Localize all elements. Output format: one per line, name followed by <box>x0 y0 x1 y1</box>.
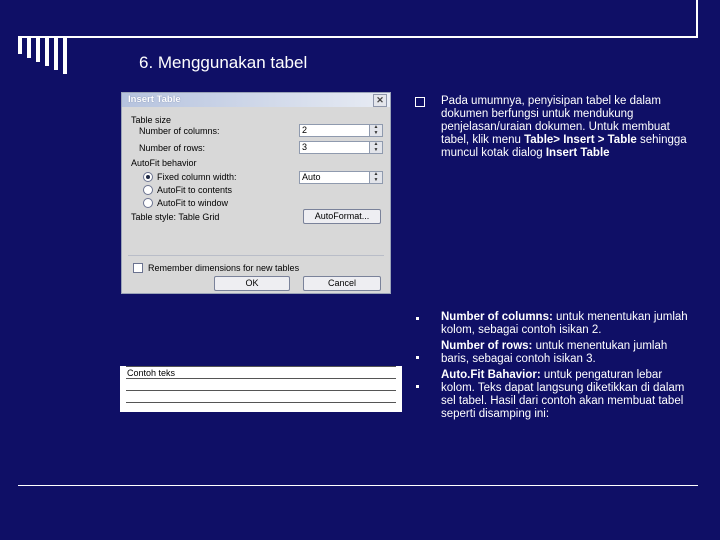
sample-cell-text: Contoh teks <box>127 368 176 378</box>
bullet-list <box>441 311 691 424</box>
intro-menu-path: Table> Insert > Table <box>524 134 637 146</box>
bullet-dot-icon <box>416 356 419 359</box>
intro-paragraph <box>441 95 691 160</box>
list-item <box>441 369 691 421</box>
cancel-button[interactable]: Cancel <box>303 276 381 291</box>
table-row <box>126 378 396 379</box>
table-row <box>126 366 396 367</box>
num-rows-label: Number of rows: <box>139 143 206 153</box>
bullet-dot-icon <box>416 317 419 320</box>
num-rows-value: 3 <box>302 142 308 152</box>
spinner-arrows-icon[interactable]: ▲ ▼ <box>369 172 382 183</box>
decorative-stripes <box>18 36 67 74</box>
insert-table-dialog <box>121 92 391 294</box>
autoformat-button[interactable]: AutoFormat... <box>303 209 381 224</box>
table-row <box>126 390 396 391</box>
remember-label: Remember dimensions for new tables <box>148 263 300 273</box>
dialog-titlebar <box>122 93 390 107</box>
num-columns-label: Number of columns: <box>139 126 220 136</box>
intro-dialog-name: Insert Table <box>545 147 610 159</box>
intro-text-1: Pada umumnya, penyisipan tabel ke dalam dokumen berfungsi untuk mendukung penjelasan/uraian dokumen. Untuk membuat tabel, klik menu <box>441 95 670 146</box>
table-style-label <box>131 212 219 222</box>
table-style-label-text: Table style: <box>131 212 177 222</box>
dialog-title: Insert Table <box>128 94 181 105</box>
bullet-term: Auto.Fit Bahavior: <box>441 369 541 381</box>
list-item <box>441 340 691 366</box>
bottom-rule <box>18 485 698 486</box>
bullet-term: Number of columns: <box>441 311 553 323</box>
bullet-desc: untuk pengaturan lebar kolom. Teks dapat langsung diketikkan di dalam sel tabel. Hasil dari contoh akan membuat tabel seperti disamping ini: <box>441 369 685 420</box>
autofit-contents-label: AutoFit to contents <box>157 185 233 195</box>
autofit-window-label: AutoFit to window <box>157 198 229 208</box>
close-icon[interactable]: ✕ <box>373 94 387 107</box>
num-rows-spinner[interactable] <box>299 141 383 154</box>
num-columns-spinner[interactable] <box>299 124 383 137</box>
bullet-term: Number of rows: <box>441 340 533 352</box>
fixed-width-radio[interactable] <box>143 172 153 182</box>
fixed-width-spinner[interactable] <box>299 171 383 184</box>
autofit-contents-radio[interactable] <box>143 185 153 195</box>
bullet-dot-icon <box>416 385 419 388</box>
square-bullet-icon <box>415 97 425 107</box>
fixed-width-value: Auto <box>302 172 321 182</box>
spinner-arrows-icon[interactable]: ▲ ▼ <box>369 125 382 136</box>
dialog-divider <box>128 255 384 256</box>
list-item <box>441 311 691 337</box>
num-columns-value: 2 <box>302 125 308 135</box>
remember-checkbox[interactable] <box>133 263 143 273</box>
top-rule <box>18 36 698 38</box>
fixed-width-label: Fixed column width: <box>157 172 237 182</box>
table-style-value: Table Grid <box>178 212 220 222</box>
intro-text-2: sehingga muncul kotak dialog <box>441 134 687 159</box>
ok-button[interactable]: OK <box>214 276 290 291</box>
slide-title: 6. Menggunakan tabel <box>139 53 308 72</box>
autofit-window-radio[interactable] <box>143 198 153 208</box>
bullet-desc: untuk menentukan jumlah kolom, sebagai contoh isikan 2. <box>441 311 688 336</box>
sample-table <box>120 366 402 412</box>
spinner-arrows-icon[interactable]: ▲ ▼ <box>369 142 382 153</box>
table-row <box>126 402 396 403</box>
autofit-behavior-label: AutoFit behavior <box>131 158 197 168</box>
right-rule <box>696 0 698 38</box>
table-size-label: Table size <box>131 115 172 125</box>
bullet-desc: untuk menentukan jumlah baris, sebagai contoh isikan 3. <box>441 340 668 365</box>
